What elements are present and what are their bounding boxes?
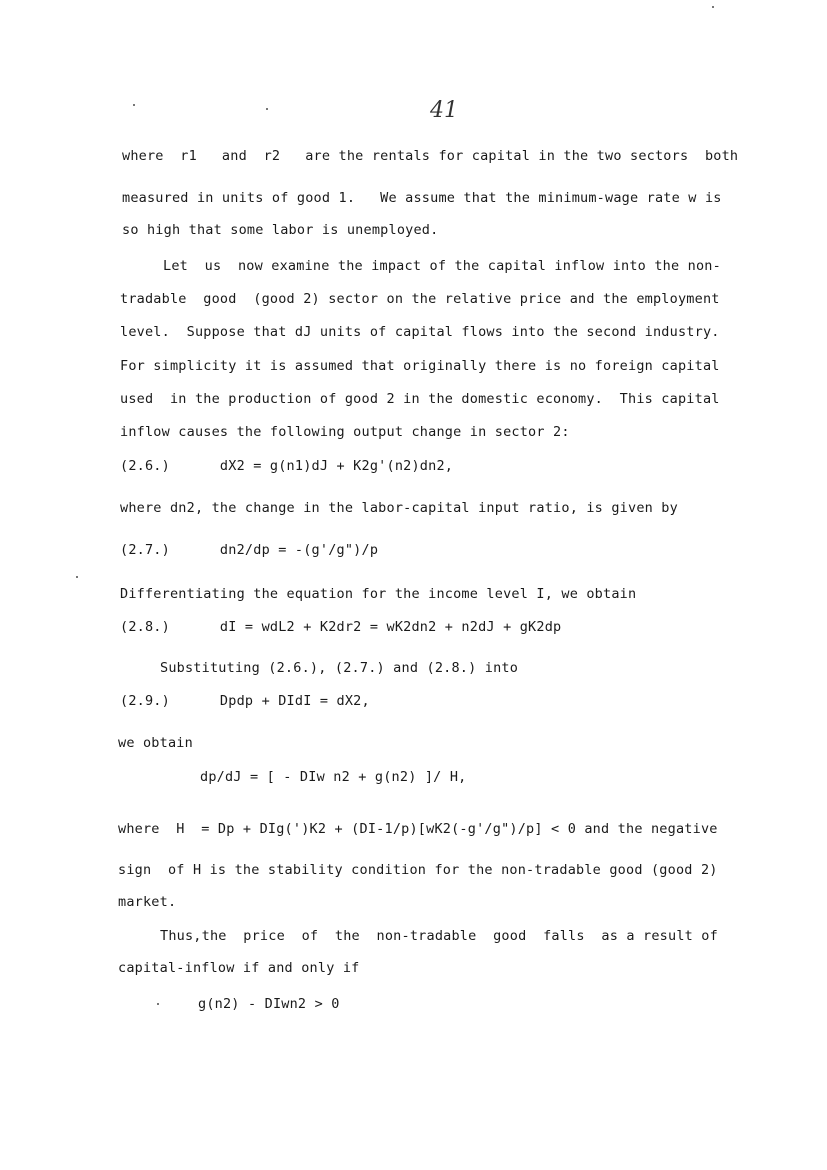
text-line: tradable good (good 2) sector on the relative price and the employment xyxy=(120,291,720,307)
equation-dp-dj: dp/dJ = [ - DIw n2 + g(n2) ]/ H, xyxy=(200,769,467,785)
text-line: inflow causes the following output change in sector 2: xyxy=(120,424,570,440)
equation-2-6: (2.6.) dX2 = g(n1)dJ + K2g'(n2)dn2, xyxy=(120,458,454,474)
text-line: we obtain xyxy=(118,735,193,751)
text-line: sign of H is the stability condition for the non-tradable good (good 2) xyxy=(118,862,718,878)
text-line: measured in units of good 1. We assume that the minimum-wage rate w is xyxy=(122,190,722,206)
text-line: market. xyxy=(118,894,177,910)
scan-speck xyxy=(712,6,714,8)
text-line: where dn2, the change in the labor-capital input ratio, is given by xyxy=(120,500,678,516)
equation-2-8: (2.8.) dI = wdL2 + K2dr2 = wK2dn2 + n2dJ + gK2dp xyxy=(120,619,562,635)
text-line: where r1 and r2 are the rentals for capital in the two sectors both xyxy=(122,148,739,164)
text-line: so high that some labor is unemployed. xyxy=(122,222,439,238)
text-line: where H = Dp + DIg(')K2 + (DI-1/p)[wK2(-g'/g")/p] < 0 and the negative xyxy=(118,821,718,837)
equation-2-7: (2.7.) dn2/dp = -(g'/g")/p xyxy=(120,542,379,558)
equation-2-9: (2.9.) Dpdp + DIdI = dX2, xyxy=(120,693,370,709)
text-line: Differentiating the equation for the income level I, we obtain xyxy=(120,586,637,602)
text-line: level. Suppose that dJ units of capital flows into the second industry. xyxy=(120,324,720,340)
scan-speck xyxy=(266,108,268,110)
page-number: 41 xyxy=(430,98,458,123)
inequality-condition: g(n2) - DIwn2 > 0 xyxy=(198,996,340,1012)
text-line: used in the production of good 2 in the domestic economy. This capital xyxy=(120,391,720,407)
scan-speck xyxy=(157,1003,159,1005)
scan-speck xyxy=(133,104,135,106)
text-line: Let us now examine the impact of the capital inflow into the non- xyxy=(163,258,721,274)
text-line: Substituting (2.6.), (2.7.) and (2.8.) into xyxy=(160,660,519,676)
text-line: For simplicity it is assumed that originally there is no foreign capital xyxy=(120,358,720,374)
scan-speck xyxy=(76,576,78,578)
text-line: capital-inflow if and only if xyxy=(118,960,360,976)
text-line: Thus,the price of the non-tradable good falls as a result of xyxy=(160,928,718,944)
